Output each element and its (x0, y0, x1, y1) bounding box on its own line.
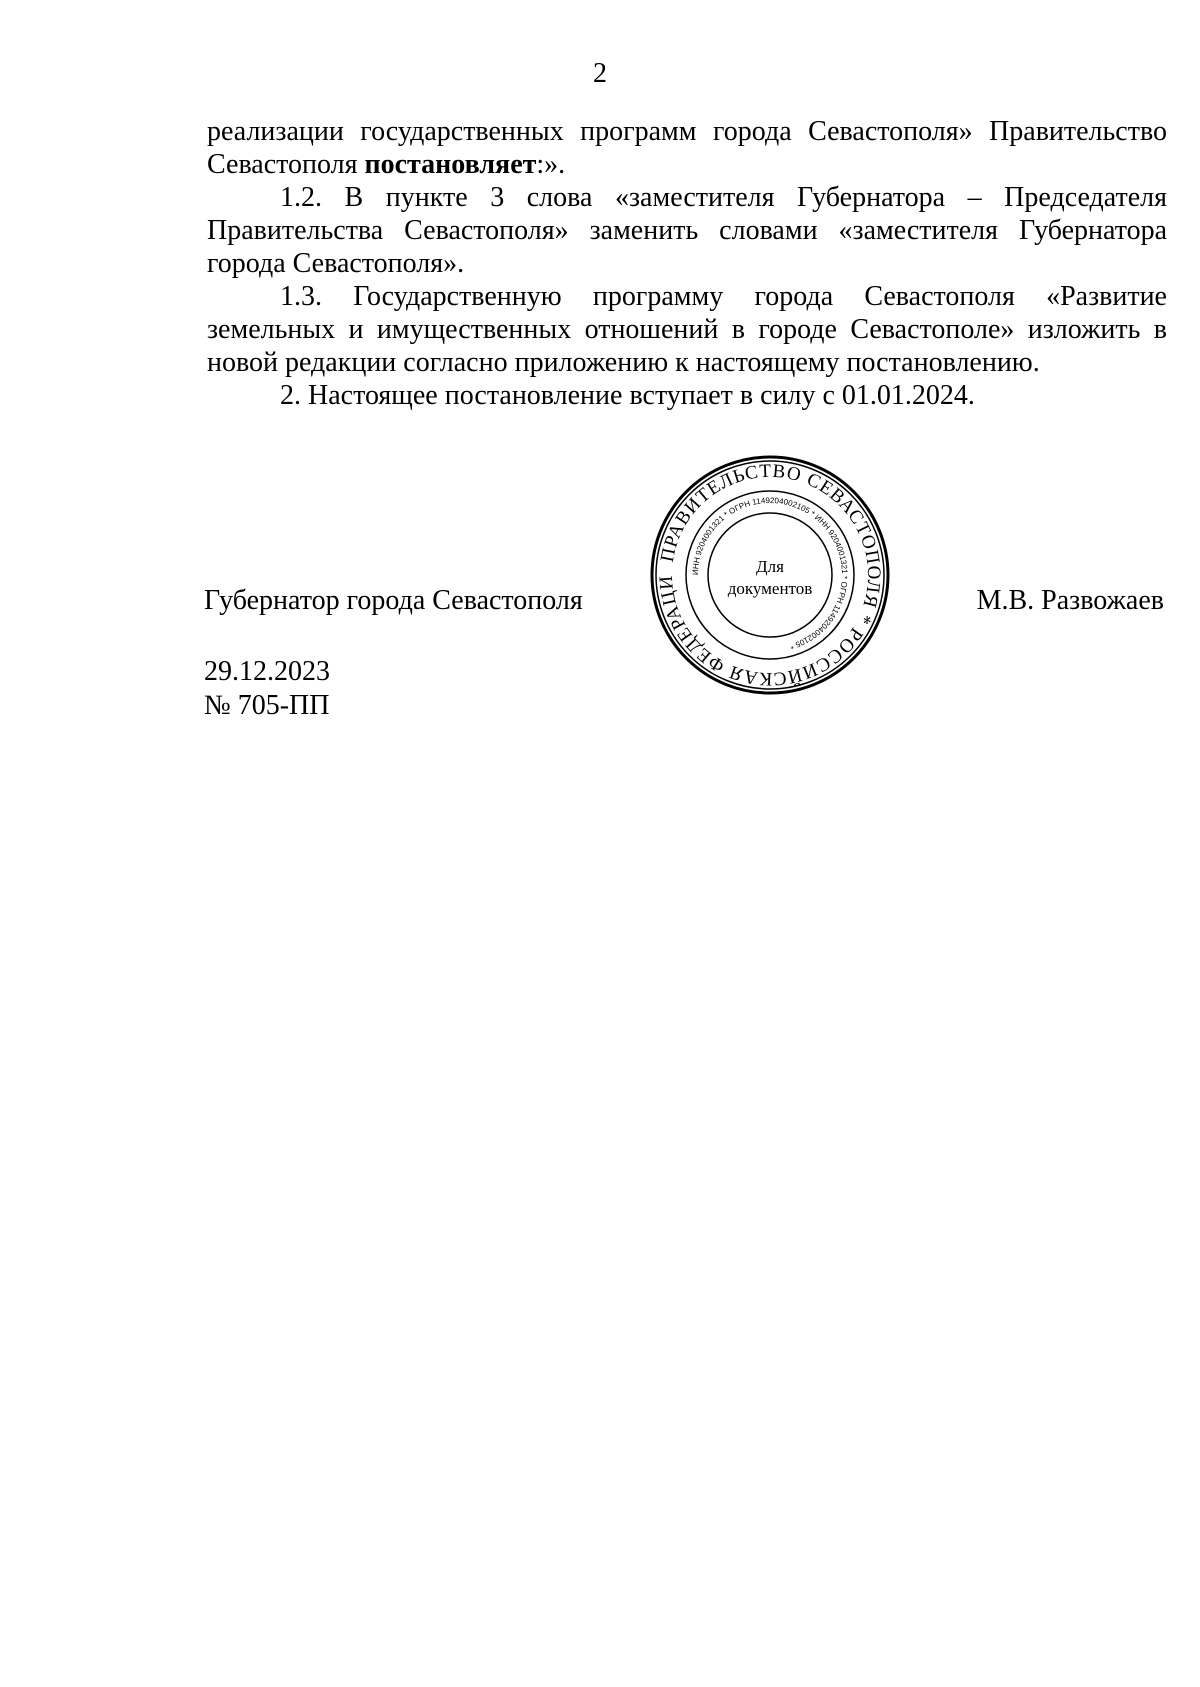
paragraph-1-3: 1.3. Государственную программу города Севастополя «Развитие земельных и имущественных отношений в городе Севастополе» изложить в новой редакции согласно приложению к настоящему постановлению. (207, 281, 1167, 378)
seal-graphic (645, 455, 895, 695)
paragraph-1 (207, 115, 1167, 181)
official-seal (645, 455, 895, 695)
paragraph-1-tail: :». (536, 149, 566, 180)
document-number: № 705-ПП (204, 690, 330, 721)
document-body (207, 115, 1167, 412)
paragraph-1-bold: постановляет (364, 149, 537, 180)
signature-title: Губернатор города Севастополя (204, 585, 583, 616)
document-date: 29.12.2023 (204, 656, 330, 687)
signatory-name: М.В. Развожаев (976, 585, 1164, 616)
paragraph-1-2: 1.2. В пункте 3 слова «заместителя Губернатора – Председателя Правительства Севастополя» заменить словами «заместителя Губернатора города Севастополя». (207, 182, 1167, 279)
seal-outer-text: ПРАВИТЕЛЬСТВО СЕВАСТОПОЛЯ * РОССИЙСКАЯ ФЕДЕРАЦИ (655, 460, 885, 690)
seal-center-line-1: Для (756, 557, 784, 576)
paragraph-2: 2. Настоящее постановление вступает в силу с 01.01.2024. (280, 380, 975, 411)
paragraph-1-text: реализации государственных программ города Севастополя» Правительство Севастополя (207, 116, 1167, 180)
page-number: 2 (593, 58, 607, 89)
seal-inner-text: ИНН 9204001321 * ОГРН 1149204002105 * ИНН 9204001321 * ОГРН 1149204002105 * (690, 495, 850, 651)
seal-center-line-2: документов (727, 579, 813, 598)
